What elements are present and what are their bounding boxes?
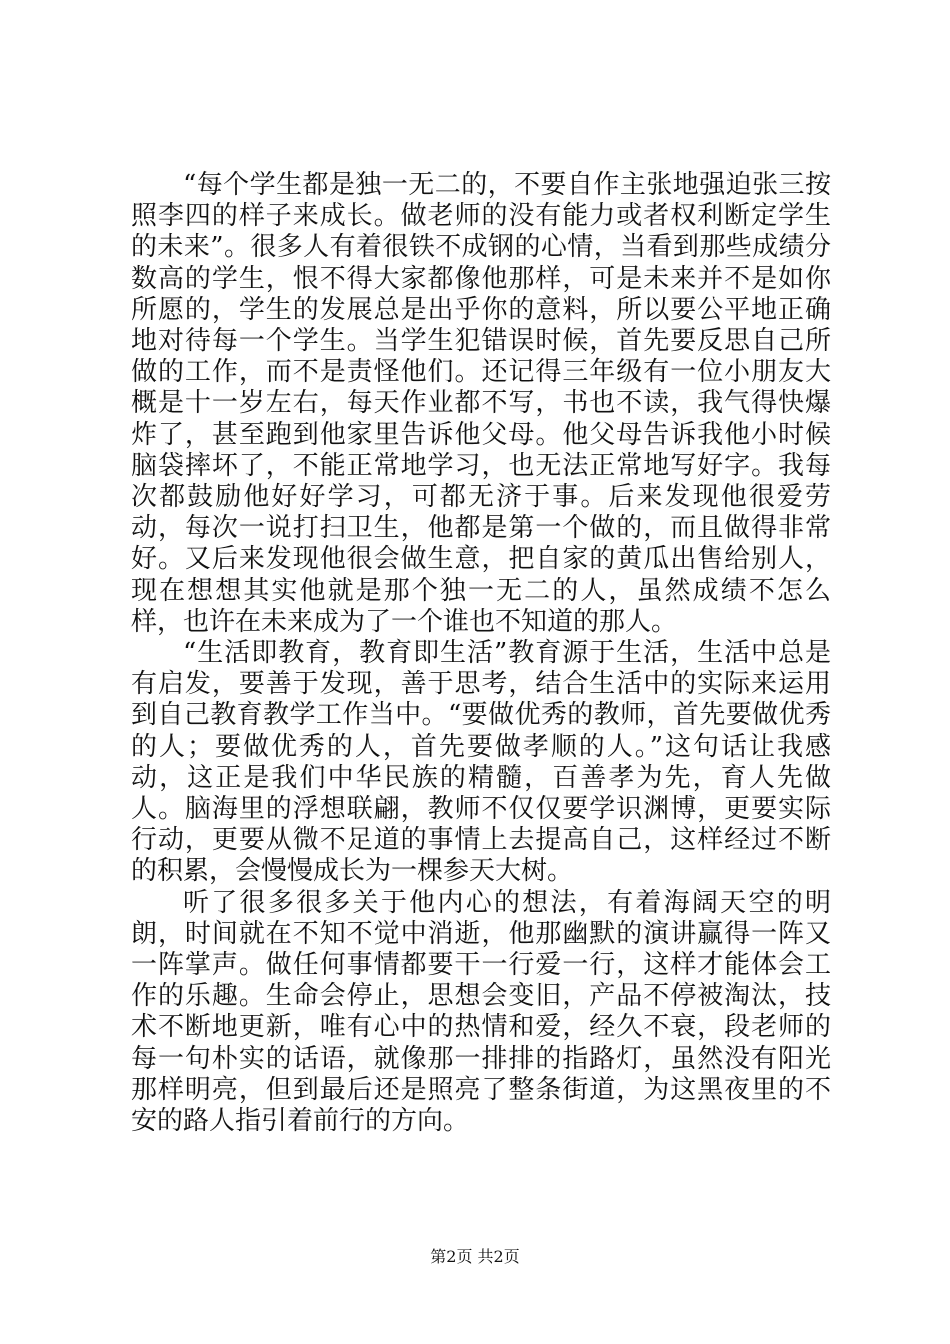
document-body [131,170,831,1137]
paragraph-2: “生活即教育，教育即生活”教育源于生活，生活中总是有启发，要善于发现，善于思考，结合生活中的实际来运用到自己教育教学工作当中。“要做优秀的教师，首先要做优秀的人；要做优秀的人，首先要做孝顺的人。”这句话让我感动，这正是我们中华民族的精髓，百善孝为先，育人先做人。脑海里的浮想联翩，教师不仅仅要学识渊博，更要实际行动，更要从微不足道的事情上去提高自己，这样经过不断的积累，会慢慢成长为一棵参天大树。 [131,638,831,887]
page-number-footer: 第2页 共2页 [430,1247,520,1266]
paragraph-1: “每个学生都是独一无二的，不要自作主张地强迫张三按照李四的样子来成长。做老师的没有能力或者权利断定学生的未来”。很多人有着很铁不成钢的心情，当看到那些成绩分数高的学生，恨不得大家都像他那样，可是未来并不是如你所愿的，学生的发展总是出乎你的意料，所以要公平地正确地对待每一个学生。当学生犯错误时候，首先要反思自己所做的工作，而不是责怪他们。还记得三年级有一位小朋友大概是十一岁左右，每天作业都不写，书也不读，我气得快爆炸了，甚至跑到他家里告诉他父母。他父母告诉我他小时候脑袋摔坏了，不能正常地学习，也无法正常地写好字。我每次都鼓励他好好学习，可都无济于事。后来发现他很爱劳动，每次一说打扫卫生，他都是第一个做的，而且做得非常好。又后来发现他很会做生意，把自家的黄瓜出售给别人，现在想想其实他就是那个独一无二的人，虽然成绩不怎么样，也许在未来成为了一个谁也不知道的那人。 [131,170,831,637]
paragraph-3: 听了很多很多关于他内心的想法，有着海阔天空的明朗，时间就在不知不觉中消逝，他那幽默的演讲赢得一阵又一阵掌声。做任何事情都要干一行爱一行，这样才能体会工作的乐趣。生命会停止，思想会变旧，产品不停被淘汰，技术不断地更新，唯有心中的热情和爱，经久不衰，段老师的每一句朴实的话语，就像那一排排的指路灯，虽然没有阳光那样明亮，但到最后还是照亮了整条街道，为这黑夜里的不安的路人指引着前行的方向。 [131,887,831,1137]
